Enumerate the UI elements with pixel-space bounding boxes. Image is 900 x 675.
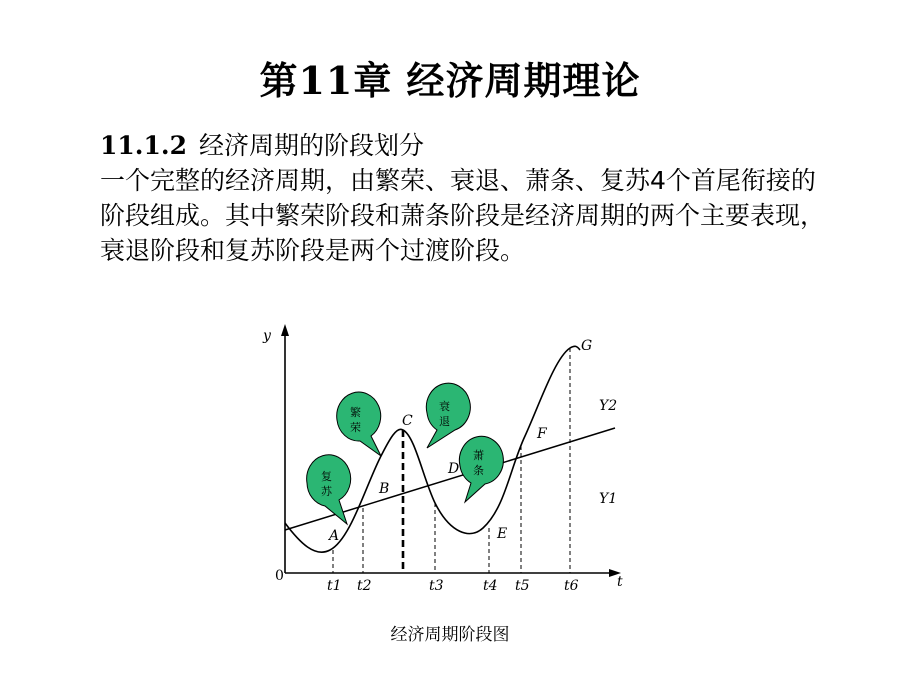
time-label-t3: t3 bbox=[429, 578, 444, 594]
y-axis-arrow bbox=[281, 324, 289, 336]
x-axis-label: t bbox=[617, 574, 623, 590]
cycle-curve bbox=[285, 346, 580, 552]
bubble-recovery-char-1: 复 bbox=[321, 470, 332, 483]
time-label-t4: t4 bbox=[483, 578, 498, 594]
bubble-prosperity bbox=[337, 392, 381, 456]
section-heading bbox=[100, 128, 840, 163]
slide-title: 第11章 经济周期理论 bbox=[259, 58, 641, 103]
line-label-y2: Y2 bbox=[599, 398, 618, 414]
bubble-recession-char-2: 退 bbox=[439, 415, 450, 428]
bubble-recession bbox=[426, 383, 470, 448]
bubble-depression bbox=[459, 436, 503, 502]
section-heading-text: 经济周期的阶段划分 bbox=[199, 131, 425, 160]
point-label-f: F bbox=[537, 426, 547, 442]
diagram-caption: 经济周期阶段图 bbox=[390, 625, 510, 645]
time-label-t2: t2 bbox=[357, 578, 372, 594]
economic-cycle-diagram bbox=[255, 318, 635, 603]
body-text bbox=[100, 128, 840, 268]
point-label-e: E bbox=[497, 526, 508, 542]
bubble-recession-char-1: 衰 bbox=[439, 400, 450, 413]
bubble-depression-char-1: 萧 bbox=[473, 449, 484, 462]
point-label-d: D bbox=[448, 461, 460, 477]
bubble-recovery-char-2: 苏 bbox=[321, 485, 332, 498]
bubble-recovery bbox=[307, 455, 351, 524]
point-label-c: C bbox=[402, 413, 413, 429]
section-paragraph: 一个完整的经济周期，由繁荣、衰退、萧条、复苏4个首尾衔接的阶段组成。其中繁荣阶段和萧条阶段是经济周期的两个主要表现，衰退阶段和复苏阶段是两个过渡阶段。 bbox=[100, 166, 826, 265]
time-label-t6: t6 bbox=[564, 578, 579, 594]
time-label-t1: t1 bbox=[327, 578, 342, 594]
line-label-y1: Y1 bbox=[599, 491, 618, 507]
section-number: 11.1.2 bbox=[100, 131, 187, 160]
point-label-g: G bbox=[581, 338, 593, 354]
bubble-prosperity-char-1: 繁 bbox=[350, 406, 361, 419]
point-label-a: A bbox=[329, 528, 340, 544]
bubble-prosperity-char-2: 荣 bbox=[350, 421, 361, 434]
point-label-b: B bbox=[379, 481, 390, 497]
time-label-t5: t5 bbox=[515, 578, 530, 594]
origin-label: 0 bbox=[275, 568, 284, 584]
bubble-depression-char-2: 条 bbox=[473, 464, 484, 477]
y-axis-label: y bbox=[263, 328, 271, 344]
